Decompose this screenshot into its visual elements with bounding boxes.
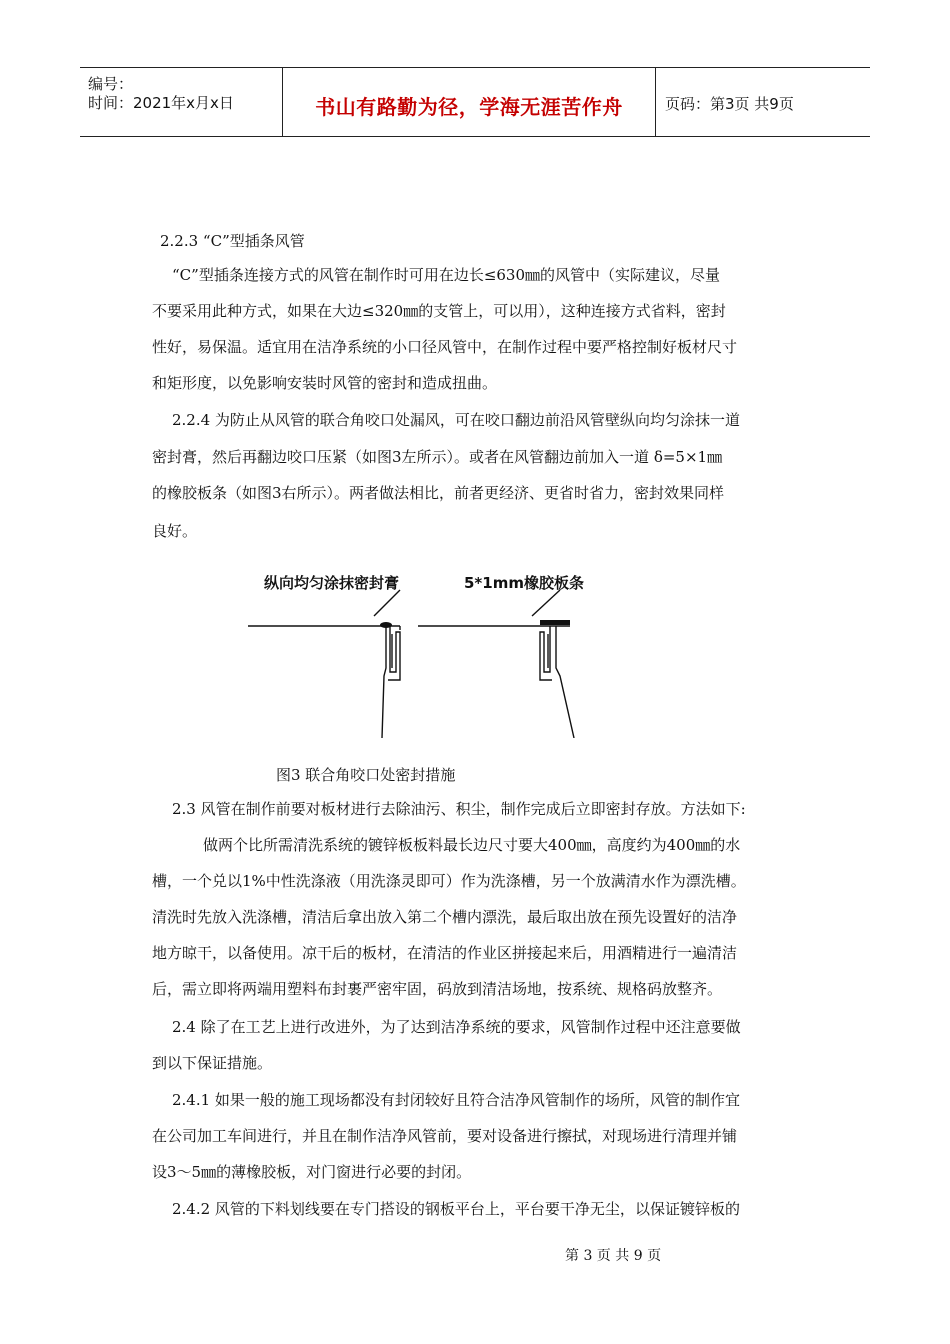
paragraph-line: 在公司加工车间进行，并且在制作洁净风管前，要对设备进行擦拭，对现场进行清理并铺 bbox=[152, 1127, 738, 1145]
rubber-strip bbox=[540, 620, 570, 625]
page-header bbox=[80, 67, 870, 137]
paragraph-line: 清洗时先放入洗涤槽，清洁后拿出放入第二个槽内漂洗，最后取出放在预先设置好的洁净 bbox=[152, 908, 738, 926]
heading-2-4-2: 2.4.2 风管的下料划线要在专门搭设的钢板平台上，平台要干净无尘，以保证镀锌板的 bbox=[172, 1200, 740, 1218]
heading-2-2-3: 2.2.3 “C”型插条风管 bbox=[160, 232, 305, 250]
paragraph-line: 到以下保证措施。 bbox=[152, 1054, 273, 1072]
number-label: 编号： bbox=[88, 75, 134, 93]
paragraph-line: 和矩形度，以免影响安装时风管的密封和造成扭曲。 bbox=[152, 374, 498, 392]
sealant-bead bbox=[380, 622, 392, 628]
paragraph-line: 2.2.4 为防止从风管的联合角咬口处漏风，可在咬口翻边前沿风管壁纵向均匀涂抹一道 bbox=[172, 411, 740, 429]
header-motto bbox=[282, 68, 656, 136]
seam-fold-right bbox=[540, 626, 552, 680]
paragraph-line: 的橡胶板条（如图3右所示）。两者做法相比，前者更经济、更省时省力，密封效果同样 bbox=[152, 484, 725, 502]
heading-2-4-1: 2.4.1 如果一般的施工现场都没有封闭较好且符合洁净风管制作的场所，风管的制作宜 bbox=[172, 1091, 740, 1109]
header-page-info bbox=[655, 68, 870, 136]
figure-3 bbox=[240, 568, 600, 738]
paragraph-line: 做两个比所需清洗系统的镀锌板板料最长边尺寸要大400㎜，高度约为400㎜的水 bbox=[203, 836, 741, 854]
figure-caption: 图3 联合角咬口处密封措施 bbox=[276, 766, 456, 784]
page-footer: 第 3 页 共 9 页 bbox=[565, 1248, 662, 1264]
seam-outer-right bbox=[556, 626, 574, 738]
seam-fold-left bbox=[388, 626, 400, 680]
figure-label-right: 5*1mm橡胶板条 bbox=[464, 574, 584, 592]
leader-line-left bbox=[374, 590, 400, 616]
seam-outer-left bbox=[382, 626, 386, 738]
paragraph-line: 不要采用此种方式，如果在大边≤320㎜的支管上，可以用），这种连接方式省料，密封 bbox=[152, 302, 726, 320]
paragraph-line: 后，需立即将两端用塑料布封裹严密牢固，码放到清洁场地，按系统、规格码放整齐。 bbox=[152, 980, 723, 998]
paragraph-line: “C”型插条连接方式的风管在制作时可用在边长≤630㎜的风管中（实际建议，尽量 bbox=[172, 266, 721, 284]
seam-diagram bbox=[240, 568, 600, 738]
paragraph-line: 地方晾干，以备使用。凉干后的板材，在清洁的作业区拼接起来后，用酒精进行一遍清洁 bbox=[152, 944, 738, 962]
paragraph-line: 设3～5㎜的薄橡胶板，对门窗进行必要的封闭。 bbox=[152, 1163, 472, 1181]
motto-text: 书山有路勤为径，学海无涯苦作舟 bbox=[315, 95, 623, 119]
paragraph-line: 槽，一个兑以1%中性洗涤液（用洗涤灵即可）作为洗涤槽，另一个放满清水作为漂洗槽。 bbox=[152, 872, 746, 890]
date-label: 时间：2021年x月x日 bbox=[88, 94, 234, 112]
header-meta bbox=[80, 68, 282, 136]
leader-line-right bbox=[532, 590, 560, 616]
paragraph-line: 性好，易保温。适宜用在洁净系统的小口径风管中，在制作过程中要严格控制好板材尺寸 bbox=[152, 338, 738, 356]
paragraph-line: 密封膏，然后再翻边咬口压紧（如图3左所示）。或者在风管翻边前加入一道 δ=5×1㎜ bbox=[152, 448, 723, 466]
heading-2-3: 2.3 风管在制作前要对板材进行去除油污、积尘，制作完成后立即密封存放。方法如下: bbox=[172, 800, 746, 818]
paragraph-line: 良好。 bbox=[152, 522, 198, 540]
heading-2-4: 2.4 除了在工艺上进行改进外，为了达到洁净系统的要求，风管制作过程中还注意要做 bbox=[172, 1018, 741, 1036]
figure-label-left: 纵向均匀涂抹密封膏 bbox=[264, 574, 400, 592]
page-info-text: 页码：第3页 共9页 bbox=[665, 95, 794, 113]
